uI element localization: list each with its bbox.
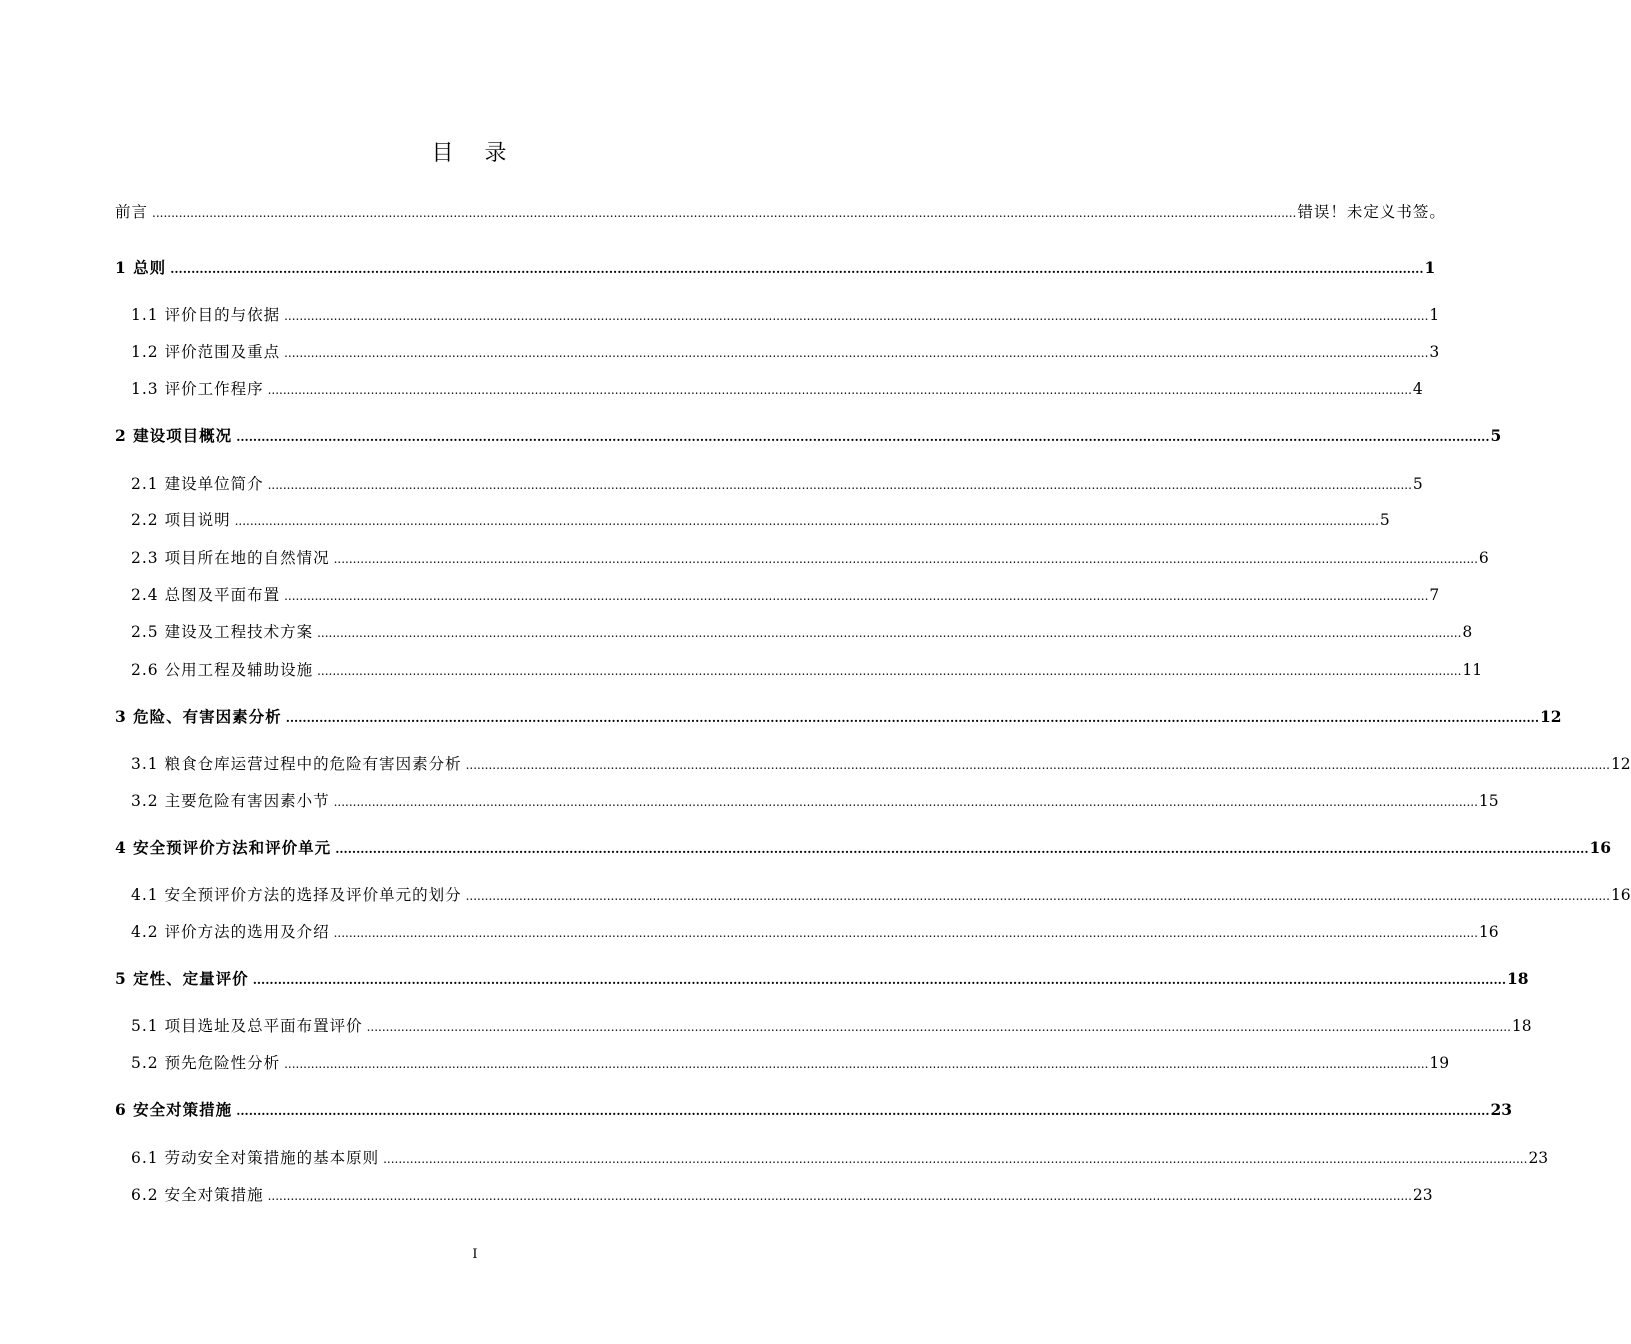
toc-entry-page: 1: [1424, 258, 1436, 277]
toc-entry-page: 6: [1478, 549, 1489, 567]
toc-entry-label: 3.2 主要危险有害因素小节: [131, 792, 330, 810]
toc-entry-section-5-1[interactable]: [131, 1014, 1532, 1039]
toc-entry-page: 4: [1412, 380, 1423, 398]
toc-entry-preface[interactable]: [115, 200, 1446, 225]
toc-dot-leader: ............................................................................................................................................................................................................................................................................................................: [333, 926, 1478, 940]
toc-dot-leader: ............................................................................................................................................................................................................................................................................................................: [366, 1020, 1511, 1034]
toc-entry-section-1-1[interactable]: [131, 303, 1440, 328]
toc-entry-label: 4.2 评价方法的选用及介绍: [131, 923, 330, 941]
toc-entry-page: 11: [1462, 661, 1483, 679]
toc-dot-leader: ............................................................................................................................................................................................................................................................................................................: [284, 309, 1429, 323]
toc-entry-label: 5.1 项目选址及总平面布置评价: [131, 1017, 363, 1035]
toc-entry-page: 23: [1412, 1186, 1433, 1204]
toc-entry-section-2-5[interactable]: [131, 620, 1473, 645]
toc-dot-leader: ............................................................................................................................................................................................................................................................................................................: [152, 206, 1297, 220]
toc-entry-label: 2.6 公用工程及辅助设施: [131, 661, 314, 679]
toc-entry-section-2-4[interactable]: [131, 583, 1440, 608]
toc-entry-page: 1: [1429, 306, 1440, 324]
toc-entry-page: 12: [1540, 707, 1562, 726]
toc-entry-section-6-2[interactable]: [131, 1183, 1433, 1208]
toc-entry-label: 2.4 总图及平面布置: [131, 586, 281, 604]
toc-entry-section-2-1[interactable]: [131, 472, 1423, 497]
toc-entry-page: 16: [1610, 886, 1631, 904]
toc-entry-label: 3 危险、有害因素分析: [115, 707, 282, 726]
toc-dot-leader: ............................................................................................................................................................................................................................................................................................................: [267, 1189, 1412, 1203]
toc-entry-page: 7: [1429, 586, 1440, 604]
toc-dot-leader: ............................................................................................................................................................................................................................................................................................................: [383, 1152, 1528, 1166]
toc-entry-page: 12: [1610, 755, 1631, 773]
toc-entry-page: 19: [1429, 1054, 1450, 1072]
toc-entry-label: 1.1 评价目的与依据: [131, 306, 281, 324]
toc-dot-leader: ............................................................................................................................................................................................................................................................................................................: [170, 262, 1424, 276]
toc-dot-leader: ............................................................................................................................................................................................................................................................................................................: [285, 711, 1540, 725]
toc-dot-leader: ............................................................................................................................................................................................................................................................................................................: [236, 430, 1490, 444]
toc-entry-page: 3: [1429, 343, 1440, 361]
page-title: 目 录: [431, 141, 519, 166]
toc-dot-leader: ............................................................................................................................................................................................................................................................................................................: [267, 478, 1412, 492]
toc-entry-chapter-6[interactable]: [115, 1098, 1513, 1123]
toc-entry-chapter-4[interactable]: [115, 836, 1612, 861]
toc-dot-leader: ............................................................................................................................................................................................................................................................................................................: [284, 1057, 1429, 1071]
toc-entry-chapter-3[interactable]: [115, 705, 1562, 730]
toc-entry-page: 8: [1462, 623, 1473, 641]
toc-entry-page: 5: [1412, 475, 1423, 493]
toc-entry-section-3-1[interactable]: [131, 752, 1631, 777]
toc-entry-label: 2 建设项目概况: [115, 426, 233, 445]
toc-entry-label: 4 安全预评价方法和评价单元: [115, 838, 332, 857]
toc-entry-section-4-1[interactable]: [131, 883, 1631, 908]
toc-entry-label: 6 安全对策措施: [115, 1100, 233, 1119]
toc-entry-section-1-2[interactable]: [131, 340, 1440, 365]
toc-dot-leader: ............................................................................................................................................................................................................................................................................................................: [267, 383, 1412, 397]
toc-entry-section-2-3[interactable]: [131, 546, 1489, 571]
toc-entry-page: 18: [1507, 969, 1529, 988]
toc-dot-leader: ............................................................................................................................................................................................................................................................................................................: [465, 758, 1610, 772]
toc-entry-label: 1.2 评价范围及重点: [131, 343, 281, 361]
toc-entry-section-4-2[interactable]: [131, 920, 1499, 945]
toc-entry-page: 16: [1589, 838, 1612, 857]
toc-entry-chapter-5[interactable]: [115, 967, 1529, 992]
toc-entry-label: 2.3 项目所在地的自然情况: [131, 549, 330, 567]
toc-entry-page: 23: [1490, 1100, 1513, 1119]
toc-entry-label: 4.1 安全预评价方法的选择及评价单元的划分: [131, 886, 462, 904]
toc-entry-page: 18: [1511, 1017, 1532, 1035]
toc-dot-leader: ............................................................................................................................................................................................................................................................................................................: [234, 514, 1379, 528]
toc-entry-label: 5.2 预先危险性分析: [131, 1054, 281, 1072]
toc-dot-leader: ............................................................................................................................................................................................................................................................................................................: [317, 626, 1462, 640]
toc-dot-leader: ............................................................................................................................................................................................................................................................................................................: [333, 795, 1478, 809]
toc-entry-label: 6.1 劳动安全对策措施的基本原则: [131, 1149, 380, 1167]
toc-entry-label: 5 定性、定量评价: [115, 969, 249, 988]
toc-entry-label: 3.1 粮食仓库运营过程中的危险有害因素分析: [131, 755, 462, 773]
toc-dot-leader: ............................................................................................................................................................................................................................................................................................................: [284, 346, 1429, 360]
toc-entry-section-3-2[interactable]: [131, 789, 1499, 814]
toc-entry-page: 15: [1478, 792, 1499, 810]
toc-entry-label: 前言: [115, 203, 149, 221]
toc-dot-leader: ............................................................................................................................................................................................................................................................................................................: [333, 552, 1478, 566]
toc-entry-page: 5: [1379, 511, 1390, 529]
toc-entry-page: 23: [1528, 1149, 1549, 1167]
toc-entry-label: 1.3 评价工作程序: [131, 380, 264, 398]
toc-entry-label: 1 总则: [115, 258, 167, 277]
toc-entry-section-2-2[interactable]: [131, 508, 1390, 533]
toc-entry-label: 2.5 建设及工程技术方案: [131, 623, 314, 641]
page-footer-number: I: [472, 1247, 478, 1262]
toc-dot-leader: ............................................................................................................................................................................................................................................................................................................: [284, 589, 1429, 603]
toc-dot-leader: ............................................................................................................................................................................................................................................................................................................: [252, 973, 1507, 987]
toc-entry-section-5-2[interactable]: [131, 1051, 1450, 1076]
toc-dot-leader: ............................................................................................................................................................................................................................................................................................................: [335, 842, 1589, 856]
toc-entry-page: 16: [1478, 923, 1499, 941]
toc-entry-page: 错误！未定义书签。: [1297, 203, 1446, 221]
toc-entry-section-2-6[interactable]: [131, 658, 1483, 683]
toc-entry-label: 2.2 项目说明: [131, 511, 231, 529]
toc-dot-leader: ............................................................................................................................................................................................................................................................................................................: [236, 1104, 1490, 1118]
toc-entry-section-6-1[interactable]: [131, 1146, 1549, 1171]
toc-entry-label: 2.1 建设单位简介: [131, 475, 264, 493]
toc-entry-chapter-1[interactable]: [115, 256, 1436, 281]
toc-entry-chapter-2[interactable]: [115, 424, 1502, 449]
toc-dot-leader: ............................................................................................................................................................................................................................................................................................................: [317, 664, 1462, 678]
toc-dot-leader: ............................................................................................................................................................................................................................................................................................................: [465, 889, 1610, 903]
toc-entry-label: 6.2 安全对策措施: [131, 1186, 264, 1204]
toc-entry-page: 5: [1490, 426, 1502, 445]
toc-entry-section-1-3[interactable]: [131, 377, 1423, 402]
